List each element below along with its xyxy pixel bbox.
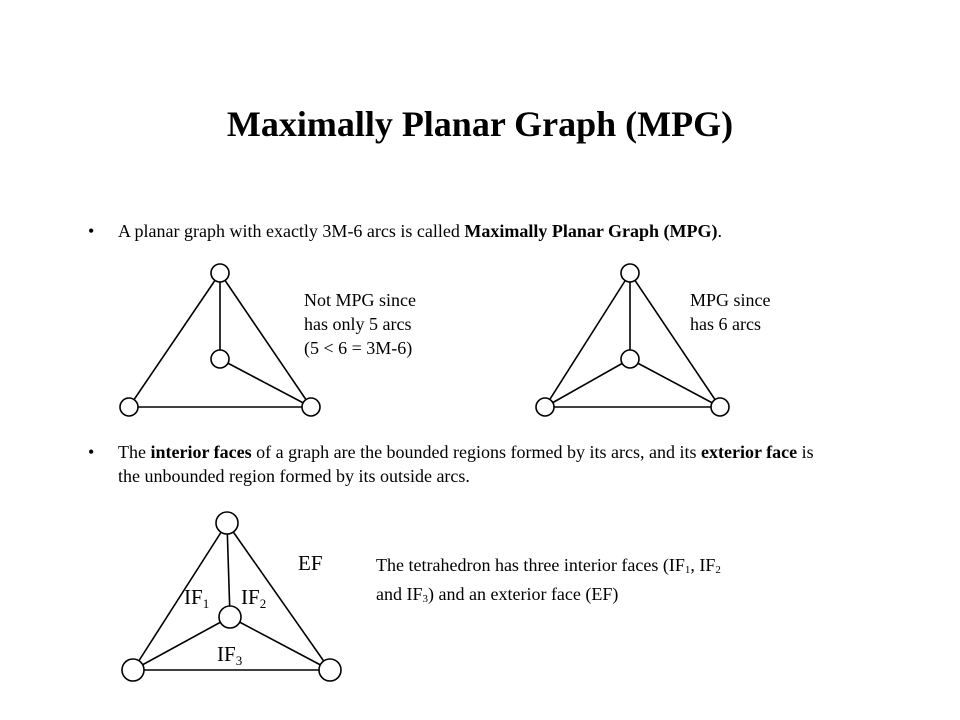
graph-vertex — [120, 398, 138, 416]
graph-vertex — [621, 350, 639, 368]
face-label-if1 — [184, 585, 209, 612]
face-label-if2 — [241, 585, 266, 612]
graph-vertex — [621, 264, 639, 282]
caption-part: ) and an exterior face (EF) — [428, 584, 619, 604]
graph-vertex — [211, 264, 229, 282]
caption-line: Not MPG since — [304, 290, 416, 310]
caption-line: has only 5 arcs — [304, 314, 412, 334]
caption-line: (5 < 6 = 3M-6) — [304, 338, 413, 358]
graph-edge — [129, 273, 220, 407]
graph-vertex — [211, 350, 229, 368]
bullet-marker: • — [88, 442, 95, 462]
graph-not-mpg — [120, 264, 320, 416]
caption-part: , IF — [690, 555, 716, 575]
graph-vertex — [216, 512, 238, 534]
bullet-text-part: The — [118, 442, 151, 462]
graph-vertex — [122, 659, 144, 681]
graph-vertex — [219, 606, 241, 628]
bullet-term-exterior-face: exterior face — [701, 442, 798, 462]
caption-line: MPG since — [690, 290, 771, 310]
face-label-ef: EF — [298, 551, 323, 575]
caption-part: The tetrahedron has three interior faces (IF — [376, 555, 685, 575]
graph-vertex — [536, 398, 554, 416]
caption-sub: 2 — [715, 564, 721, 576]
bullet-term-mpg: Maximally Planar Graph (MPG) — [464, 221, 718, 241]
graph3-caption — [376, 553, 721, 611]
caption-part: and IF — [376, 584, 423, 604]
bullet-text-part: . — [717, 221, 723, 241]
graph-mpg — [536, 264, 729, 416]
bullet-marker: • — [88, 221, 95, 241]
bullet-text-part: A planar graph with exactly 3M-6 arcs is called — [118, 221, 465, 241]
graph-edge — [230, 617, 330, 670]
graph-vertex — [711, 398, 729, 416]
bullet-term-interior-faces: interior faces — [150, 442, 252, 462]
graph-edge — [545, 359, 630, 407]
graph-edge — [220, 359, 311, 407]
face-label-sub: 2 — [259, 596, 267, 611]
bullet-text-part: of a graph are the bounded regions formed by its arcs, and its — [251, 442, 701, 462]
graph-edge — [227, 523, 230, 617]
graph-edge — [133, 523, 227, 670]
caption-line: has 6 arcs — [690, 314, 761, 334]
graph-edge — [630, 359, 720, 407]
face-label-text: IF — [217, 642, 236, 666]
face-label-sub: 3 — [235, 653, 243, 668]
face-label-text: IF — [241, 585, 260, 609]
face-label-text: IF — [184, 585, 203, 609]
slide-title: Maximally Planar Graph (MPG) — [226, 104, 734, 144]
graph-edge — [545, 273, 630, 407]
graph-edge — [220, 273, 311, 407]
caption-sub: 1 — [684, 564, 691, 576]
graph-edge — [133, 617, 230, 670]
graph2-caption — [690, 288, 771, 336]
caption-line — [376, 582, 721, 611]
face-label-if3 — [217, 642, 242, 669]
graph1-caption — [304, 288, 416, 360]
graph-vertex — [302, 398, 320, 416]
caption-sub: 3 — [422, 593, 428, 605]
graph-vertex — [319, 659, 341, 681]
caption-line — [376, 553, 721, 582]
bullet-text-part: is the unbounded region formed by its outside arcs. — [118, 442, 814, 486]
face-label-sub: 1 — [202, 596, 210, 611]
